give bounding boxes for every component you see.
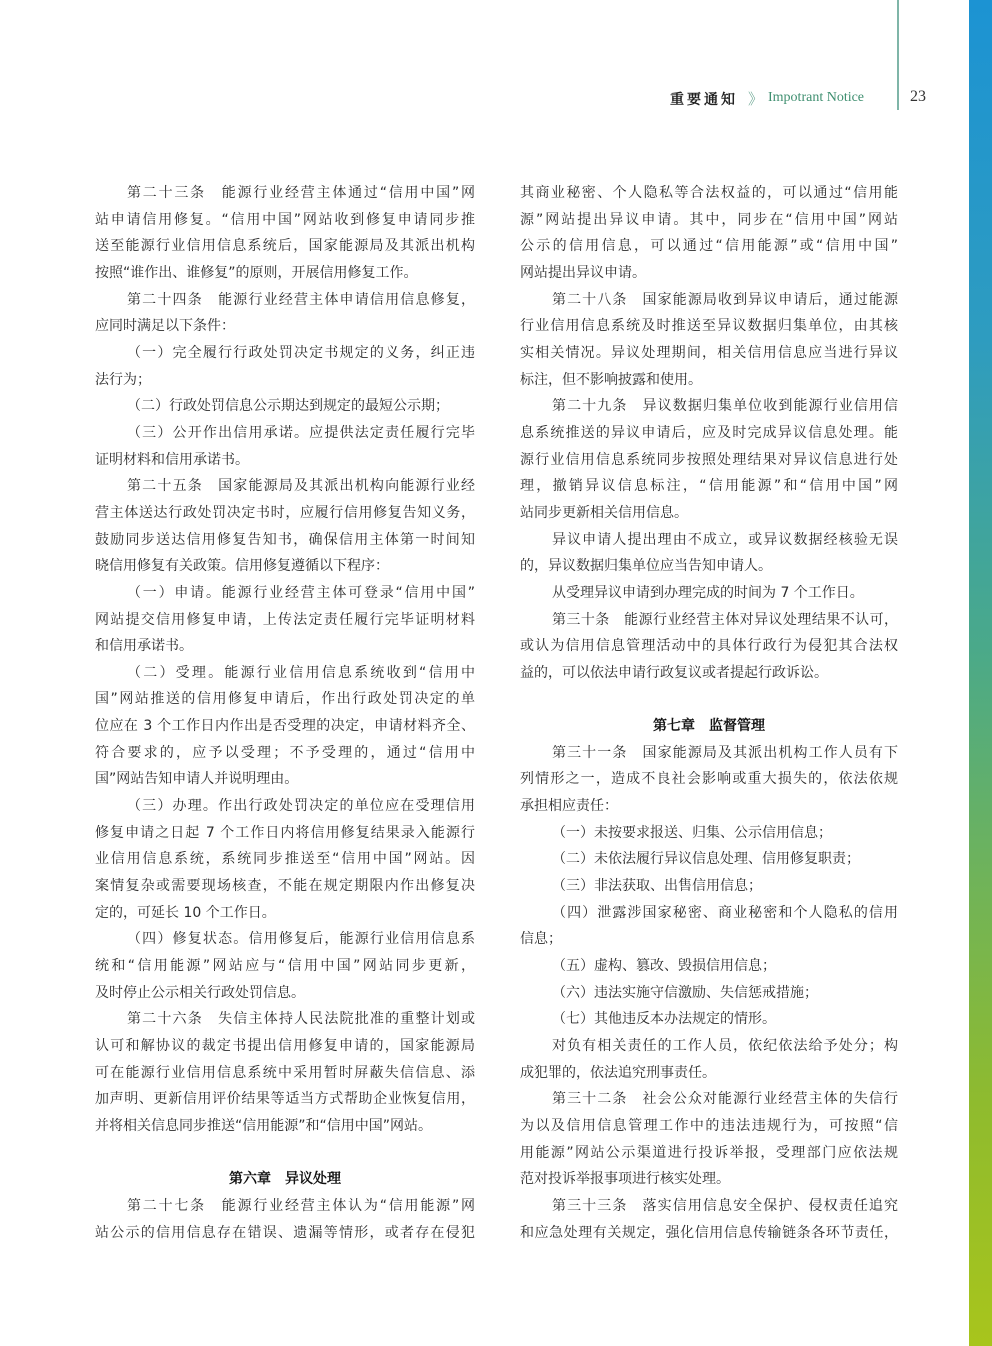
text-line: 用能源”网站公示渠道进行投诉举报，受理部门应依法规 xyxy=(520,1144,898,1161)
text-line: 送至能源行业信用信息系统后，国家能源局及其派出机构 xyxy=(95,238,475,255)
text-line: 应同时满足以下条件： xyxy=(95,318,235,335)
text-line: 法行为； xyxy=(95,371,151,388)
page-number: 23 xyxy=(910,88,926,105)
text-line: 第三十二条 社会公众对能源行业经营主体的失信行 xyxy=(552,1091,898,1108)
text-line: 从受理异议申请到办理完成的时间为 7 个工作日。 xyxy=(552,584,864,601)
text-line: 证明材料和信用承诺书。 xyxy=(95,451,249,468)
text-line: （二）受理。能源行业信用信息系统收到“信用中 xyxy=(127,664,475,681)
text-line: 源行业信用信息系统同步按照处理结果对异议信息进行处 xyxy=(520,451,898,468)
text-line: 网站提交信用修复申请，上传法定责任履行完毕证明材料 xyxy=(95,611,475,628)
text-line: 第三十一条 国家能源局及其派出机构工作人员有下 xyxy=(552,744,898,761)
text-line: 为以及信用信息管理工作中的违法违规行为，可按照“信 xyxy=(520,1117,898,1134)
text-line: 标注，但不影响披露和使用。 xyxy=(520,371,702,388)
text-line: （一）申请。能源行业经营主体可登录“信用中国” xyxy=(127,584,475,601)
text-line: 或认为信用信息管理活动中的具体行政行为侵犯其合法权 xyxy=(520,638,898,655)
text-line: 加声明、更新信用评价结果等适当方式帮助企业恢复信用， xyxy=(95,1091,475,1108)
text-line: 实相关情况。异议处理期间，相关信用信息应当进行异议 xyxy=(520,344,898,361)
text-line: 对负有相关责任的工作人员，依纪依法给予处分；构 xyxy=(552,1038,898,1054)
text-line: 网站提出异议申请。 xyxy=(520,264,646,281)
text-line: （二）行政处罚信息公示期达到规定的最短公示期； xyxy=(127,398,449,415)
right-column xyxy=(520,180,898,1246)
text-line: 晓信用修复有关政策。信用修复遵循以下程序： xyxy=(95,558,389,575)
text-line: 国”网站告知申请人并说明理由。 xyxy=(95,771,299,788)
text-line: 第二十三条 能源行业经营主体通过“信用中国”网 xyxy=(127,185,475,201)
text-line: 修复申请之日起 7 个工作日内将信用修复结果录入能源行 xyxy=(95,824,475,841)
text-line: 第三十三条 落实信用信息安全保护、侵权责任追究 xyxy=(552,1197,898,1214)
text-line: 范对投诉举报事项进行核实处理。 xyxy=(520,1171,730,1188)
text-line: 益的，可以依法申请行政复议或者提起行政诉讼。 xyxy=(520,664,828,681)
text-line: 息系统推送的异议申请后，应及时完成异议信息处理。能 xyxy=(520,424,898,441)
left-column xyxy=(95,180,475,1246)
text-line: 公示的信用信息，可以通过“信用能源”或“信用中国” xyxy=(520,238,898,255)
text-line: 站同步更新相关信用信息。 xyxy=(520,504,688,521)
text-line: 第二十八条 国家能源局收到异议申请后，通过能源 xyxy=(552,291,898,308)
text-line: 定的，可延长 10 个工作日。 xyxy=(95,904,276,921)
text-line: （三）非法获取、出售信用信息； xyxy=(552,878,762,895)
text-line: 的，异议数据归集单位应当告知申请人。 xyxy=(520,558,772,575)
text-line: （四）修复状态。信用修复后，能源行业信用信息系 xyxy=(127,931,475,948)
text-line: 及时停止公示相关行政处罚信息。 xyxy=(95,984,305,1001)
text-line: （三）公开作出信用承诺。应提供法定责任履行完毕 xyxy=(127,424,475,441)
text-line: （三）办理。作出行政处罚决定的单位应在受理信用 xyxy=(127,798,475,815)
text-line: 并将相关信息同步推送“信用能源”和“信用中国”网站。 xyxy=(95,1117,433,1134)
text-line: 按照“谁作出、谁修复”的原则，开展信用修复工作。 xyxy=(95,264,418,281)
text-line: 异议申请人提出理由不成立，或异议数据经核验无误 xyxy=(552,531,898,548)
text-line: 位应在 3 个工作日内作出是否受理的决定，申请材料齐全、 xyxy=(95,718,475,735)
text-line: 第二十九条 异议数据归集单位收到能源行业信用信 xyxy=(552,398,898,415)
text-line: （五）虚构、篡改、毁损信用信息； xyxy=(552,958,776,975)
text-line: 第二十六条 失信主体持人民法院批准的重整计划或 xyxy=(127,1011,475,1028)
text-line: 案情复杂或需要现场核查，不能在规定期限内作出修复决 xyxy=(95,878,475,895)
text-line: （二）未依法履行异议信息处理、信用修复职责； xyxy=(552,851,860,868)
text-line: 站公示的信用信息存在错误、遗漏等情形，或者存在侵犯 xyxy=(95,1224,475,1241)
chapter-heading: 第六章 异议处理 xyxy=(229,1171,341,1188)
text-line: 承担相应责任： xyxy=(520,798,618,815)
text-line: 营主体送达行政处罚决定书时，应履行信用修复告知义务， xyxy=(95,504,475,521)
text-line: 源”网站提出异议申请。其中，同步在“信用中国”网站 xyxy=(520,211,898,228)
section-title-cn: 重要通知 xyxy=(670,92,738,108)
text-line: 第二十四条 能源行业经营主体申请信用信息修复， xyxy=(127,291,475,308)
text-line: 其商业秘密、个人隐私等合法权益的，可以通过“信用能 xyxy=(520,185,898,201)
blank-line xyxy=(520,686,898,713)
text-line: （七）其他违反本办法规定的情形。 xyxy=(552,1011,776,1028)
text-line: 和信用承诺书。 xyxy=(95,638,193,655)
text-line: 业信用信息系统，系统同步推送至“信用中国”网站。因 xyxy=(95,851,475,868)
text-line: 理，撤销异议信息标注，“信用能源”和“信用中国”网 xyxy=(520,478,898,495)
section-title-en: Impotrant Notice xyxy=(768,90,865,105)
blank-line xyxy=(95,1140,475,1167)
text-line: 统和“信用能源”网站应与“信用中国”网站同步更新， xyxy=(95,958,475,975)
text-line: 成犯罪的，依法追究刑事责任。 xyxy=(520,1064,716,1081)
chapter-heading: 第七章 监督管理 xyxy=(653,718,765,735)
text-line: 第三十条 能源行业经营主体对异议处理结果不认可， xyxy=(552,611,898,628)
text-line: 第二十五条 国家能源局及其派出机构向能源行业经 xyxy=(127,478,475,495)
double-chevron-icon: 》 xyxy=(748,90,764,108)
text-line: 列情形之一，造成不良社会影响或重大损失的，依法依规 xyxy=(520,771,898,788)
text-line: 认可和解协议的裁定书提出信用修复申请的，国家能源局 xyxy=(95,1038,475,1054)
header-divider xyxy=(897,0,899,110)
text-line: （六）违法实施守信激励、失信惩戒措施； xyxy=(552,984,818,1001)
text-line: 第二十七条 能源行业经营主体认为“信用能源”网 xyxy=(127,1197,475,1214)
text-line: 站申请信用修复。“信用中国”网站收到修复申请同步推 xyxy=(95,211,475,228)
text-line: 国”网站推送的信用修复申请后，作出行政处罚决定的单 xyxy=(95,691,475,708)
text-line: 行业信用信息系统及时推送至异议数据归集单位，由其核 xyxy=(520,318,898,335)
text-line: 可在能源行业信用信息系统中采用暂时屏蔽失信信息、添 xyxy=(95,1064,475,1081)
text-line: 符合要求的，应予以受理；不予受理的，通过“信用中 xyxy=(95,744,475,761)
text-line: 鼓励同步送达信用修复告知书，确保信用主体第一时间知 xyxy=(95,531,475,548)
text-line: 和应急处理有关规定，强化信用信息传输链条各环节责任， xyxy=(520,1224,898,1241)
decorative-gradient-bar xyxy=(969,0,992,1346)
text-line: （一）完全履行行政处罚决定书规定的义务，纠正违 xyxy=(127,344,475,361)
text-line: （一）未按要求报送、归集、公示信用信息； xyxy=(552,824,832,841)
text-line: （四）泄露涉国家秘密、商业秘密和个人隐私的信用 xyxy=(552,904,898,921)
text-line: 信息； xyxy=(520,931,562,948)
